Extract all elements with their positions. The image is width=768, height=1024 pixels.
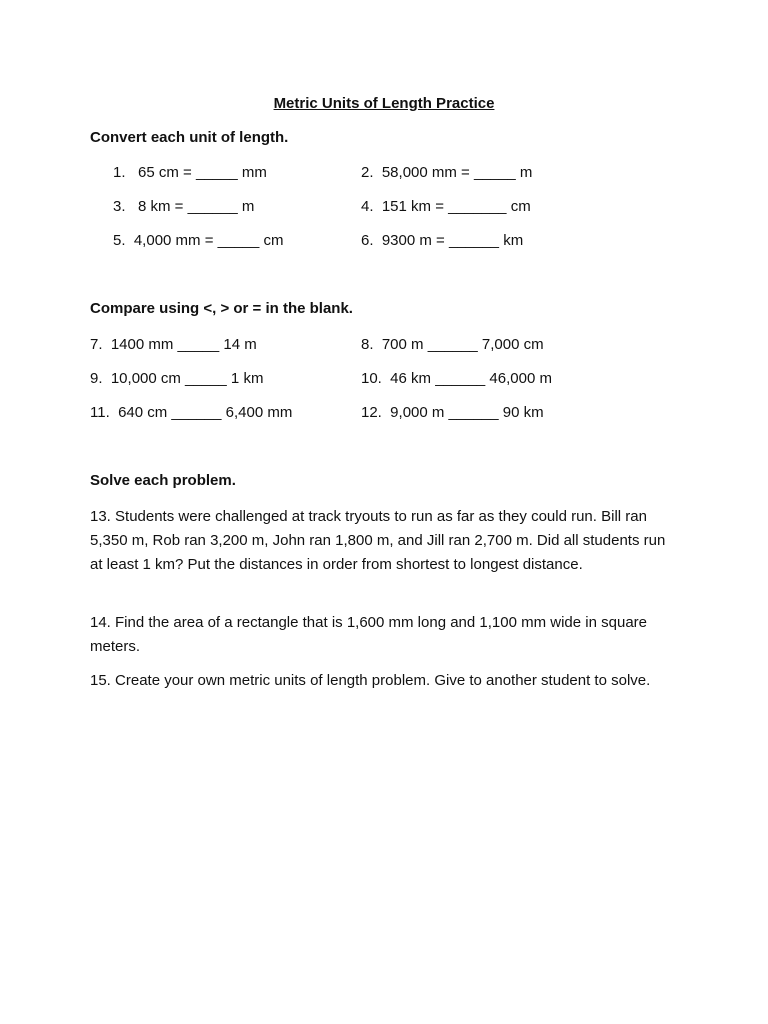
problem-3: 3. 8 km = ______ m: [113, 198, 255, 215]
problem-12: 12. 9,000 m ______ 90 km: [361, 404, 544, 421]
problem-row: [0, 198, 768, 218]
problem-row: [0, 370, 768, 390]
problem-2: 2. 58,000 mm = _____ m: [361, 164, 533, 181]
problem-6: 6. 9300 m = ______ km: [361, 232, 524, 249]
problem-15: 15. Create your own metric units of length problem. Give to another student to solve.: [90, 672, 651, 689]
problem-8: 8. 700 m ______ 7,000 cm: [361, 336, 544, 353]
problem-row: [0, 336, 768, 356]
problem-row: [0, 404, 768, 424]
problem-row: [0, 232, 768, 252]
problem-10: 10. 46 km ______ 46,000 m: [361, 370, 552, 387]
problem-4: 4. 151 km = _______ cm: [361, 198, 531, 215]
problem-11: 11. 640 cm ______ 6,400 mm: [90, 404, 293, 421]
section-heading-compare: Compare using <, > or = in the blank.: [90, 300, 353, 317]
problem-13: 13. Students were challenged at track tryouts to run as far as they could run. Bill ran 5,350 m, Rob ran 3,200 m, John ran 1,800 m, and Jill ran 2,700 m. Did all students run at least 1 km? Put the distances in order from shortest to longest distance.: [90, 508, 666, 573]
page-title: Metric Units of Length Practice: [273, 95, 495, 112]
problem-5: 5. 4,000 mm = _____ cm: [113, 232, 284, 249]
section-heading-convert: Convert each unit of length.: [90, 129, 289, 146]
problem-7: 7. 1400 mm _____ 14 m: [90, 336, 257, 353]
problem-14: 14. Find the area of a rectangle that is 1,600 mm long and 1,100 mm wide in square meters.: [90, 614, 647, 655]
problem-9: 9. 10,000 cm _____ 1 km: [90, 370, 264, 387]
section-heading-solve: Solve each problem.: [90, 472, 236, 489]
problem-1: 1. 65 cm = _____ mm: [113, 164, 267, 181]
problem-row: [0, 164, 768, 184]
